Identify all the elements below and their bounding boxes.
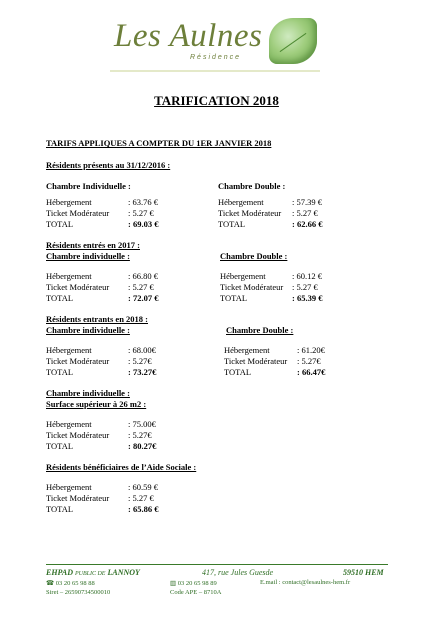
s3-left-ticket-value: : 5.27€ (128, 356, 152, 366)
s5-ticket-value: : 5.27 € (128, 493, 154, 503)
s3-left-total-value: : 73.27€ (128, 367, 157, 377)
footer-address: 417, rue Jules Guesde (202, 568, 274, 577)
s4-title-2: Surface supérieur à 26 m2 : (46, 399, 147, 409)
s5-heb-label: Hébergement (46, 482, 92, 492)
s2-left-ticket-value: : 5.27 € (128, 282, 154, 292)
s3-left-heb-value: : 68.00€ (128, 345, 156, 355)
s2-left-total-value: : 72.07 € (128, 293, 159, 303)
footer-organisation: EHPAD PUBLIC DE LANNOY (46, 568, 140, 577)
s2-left-heb-value: : 66.80 € (128, 271, 158, 281)
s4-ticket-value: : 5.27€ (128, 430, 152, 440)
s3-right-total-value: : 66.47€ (297, 367, 326, 377)
s4-heb-value: : 75.00€ (128, 419, 156, 429)
page-title: TARIFICATION 2018 (154, 93, 279, 108)
s1-right-ticket-label: Ticket Modérateur (218, 208, 282, 218)
logo-subtitle: Résidence (190, 54, 242, 61)
s4-heb-label: Hébergement (46, 419, 92, 429)
footer-phone: ☎ 03 20 65 98 88 (46, 580, 95, 587)
s4-total-label: TOTAL (46, 441, 74, 451)
s1-left-ticket-label: Ticket Modérateur (46, 208, 110, 218)
footer-ape: Code APE – 8710A (170, 589, 222, 596)
intro-heading: TARIFS APPLIQUES A COMPTER DU 1ER JANVIER 2018 (46, 138, 272, 148)
s1-right-title: Chambre Double : (218, 181, 286, 191)
s3-right-total-label: TOTAL (224, 367, 252, 377)
s4-ticket-label: Ticket Modérateur (46, 430, 110, 440)
s5-total-label: TOTAL (46, 504, 74, 514)
s2-right-heb-label: Hébergement (220, 271, 266, 281)
section-5-heading: Résidents bénéficiaires de l’Aide Sociale : (46, 462, 197, 472)
s3-right-heb-value: : 61.20€ (297, 345, 325, 355)
s2-left-ticket-label: Ticket Modérateur (46, 282, 110, 292)
s1-left-heb-label: Hébergement (46, 197, 92, 207)
s1-right-total-value: : 62.66 € (292, 219, 323, 229)
s2-right-title: Chambre Double : (220, 251, 288, 261)
fax-icon: ▥ (170, 580, 177, 587)
s1-left-title: Chambre Individuelle : (46, 181, 131, 191)
section-3-heading: Résidents entrants en 2018 : (46, 314, 148, 324)
s2-right-total-label: TOTAL (220, 293, 248, 303)
s2-right-heb-value: : 60.12 € (292, 271, 322, 281)
s3-left-ticket-label: Ticket Modérateur (46, 356, 110, 366)
footer-email: E.mail : contact@lesaulnes-hem.fr (260, 579, 351, 586)
s1-left-heb-value: : 63.76 € (128, 197, 158, 207)
s2-left-title: Chambre individuelle : (46, 251, 130, 261)
s3-left-title: Chambre individuelle : (46, 325, 130, 335)
s4-title-1: Chambre individuelle : (46, 388, 130, 398)
s2-left-total-label: TOTAL (46, 293, 74, 303)
footer-divider (46, 564, 388, 565)
section-2-heading: Résidents entrés en 2017 : (46, 240, 140, 250)
s2-right-total-value: : 65.39 € (292, 293, 323, 303)
phone-icon: ☎ (46, 580, 55, 587)
footer-fax: ▥ 03 20 65 98 89 (170, 580, 217, 587)
section-1-heading: Résidents présents au 31/12/2016 : (46, 160, 171, 170)
s3-right-ticket-label: Ticket Modérateur (224, 356, 288, 366)
s3-right-heb-label: Hébergement (224, 345, 270, 355)
footer-city: 59510 HEM (343, 568, 384, 577)
s3-right-title: Chambre Double : (226, 325, 294, 335)
s5-total-value: : 65.86 € (128, 504, 159, 514)
s2-right-ticket-value: : 5.27 € (292, 282, 318, 292)
residence-logo (110, 12, 320, 72)
s1-right-ticket-value: : 5.27 € (292, 208, 318, 218)
leaf-icon (269, 18, 317, 64)
logo-text: Les Aulnes (114, 18, 263, 54)
s2-left-heb-label: Hébergement (46, 271, 92, 281)
footer-siret: Siret – 26590734500010 (46, 589, 111, 596)
s1-left-ticket-value: : 5.27 € (128, 208, 154, 218)
s4-total-value: : 80.27€ (128, 441, 157, 451)
s3-left-heb-label: Hébergement (46, 345, 92, 355)
s2-right-ticket-label: Ticket Modérateur (220, 282, 284, 292)
s5-ticket-label: Ticket Modérateur (46, 493, 110, 503)
s1-left-total-value: : 69.03 € (128, 219, 159, 229)
s1-right-heb-label: Hébergement (218, 197, 264, 207)
s1-right-heb-value: : 57.39 € (292, 197, 322, 207)
s3-right-ticket-value: : 5.27€ (297, 356, 321, 366)
s1-left-total-label: TOTAL (46, 219, 74, 229)
s3-left-total-label: TOTAL (46, 367, 74, 377)
s1-right-total-label: TOTAL (218, 219, 246, 229)
s5-heb-value: : 60.59 € (128, 482, 158, 492)
